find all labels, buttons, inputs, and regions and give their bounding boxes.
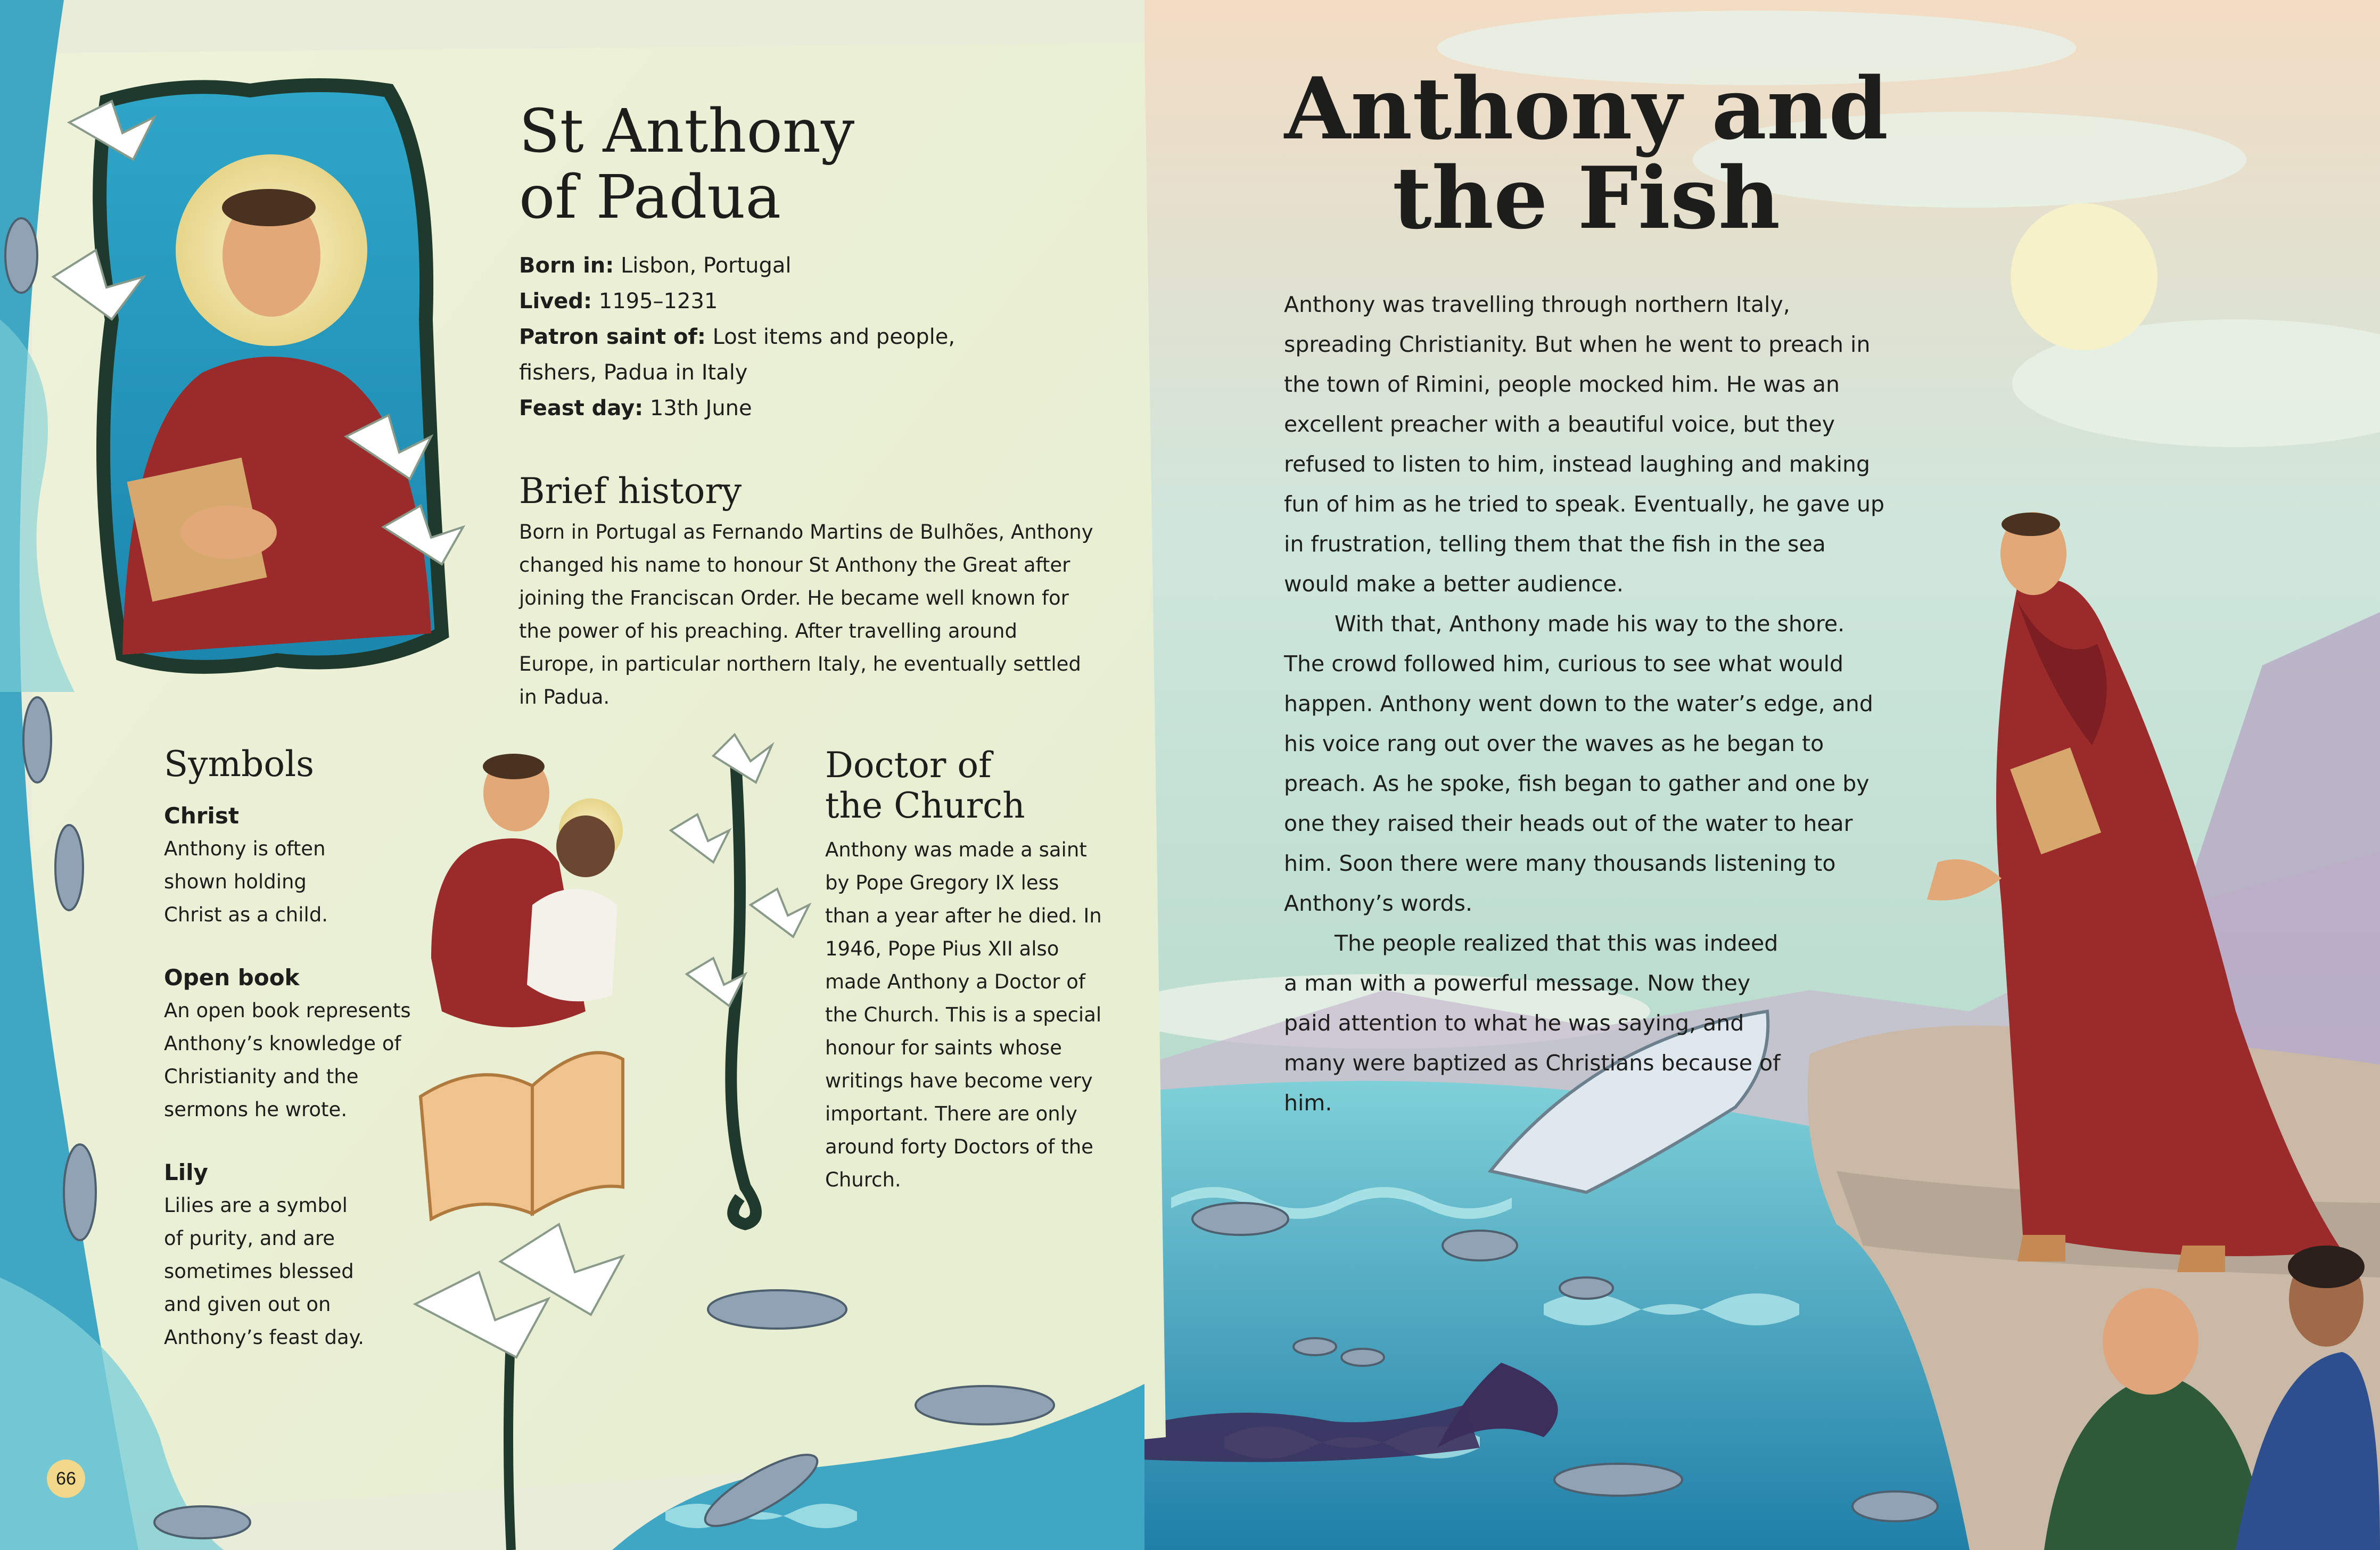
symbol-christ-title: Christ [164,803,239,829]
doctor-heading-line-1: Doctor of [825,745,992,786]
symbol-open-book-title: Open book [164,964,300,991]
left-title-line-2: of Padua [519,163,781,232]
fact-lived: Lived: 1195–1231 [519,289,718,314]
symbol-lily [164,1156,388,1354]
symbol-open-book-text: An open book represents Anthony’s knowledge of Christianity and the sermons he wrote. [164,999,411,1121]
symbols-heading: Symbols [164,744,315,785]
symbol-christ-text: Anthony is often shown holding Christ as a child. [164,837,328,926]
fact-patron: Patron saint of: Lost items and people, [519,325,956,349]
doctor-text: Anthony was made a saint by Pope Gregory IX less than a year after he died. In 1946, Pope Pius XII also made Anthony a Doctor of the Church. This is a special honour for saints whose writings have become very important. There are only around forty Doctors of the Church. [825,838,1102,1191]
story-paragraph-2: With that, Anthony made his way to the shore. The crowd followed him, curious to see what would happen. Anthony went down to the water’s edge, and his voice rang out over the waves as he began to preach. As he spoke, fish began to gather and one by one they raised their heads out of the water to hear him. Soon there were many thousands listening to Anthony’s words. [1284,611,1873,916]
right-title-block [1267,59,1906,248]
portrait-frame [100,85,442,667]
brief-history-heading: Brief history [519,471,742,512]
story-text [1284,285,1885,1123]
symbol-christ [164,799,388,931]
facts-list [519,248,1051,426]
symbols-section [164,744,411,1354]
left-title-line-1: St Anthony [519,97,855,166]
doctor-heading-line-2: the Church [825,785,1025,826]
doctor-section [825,745,1102,1197]
fact-born: Born in: Lisbon, Portugal [519,253,792,278]
story-paragraph-1: Anthony was travelling through northern Italy, spreading Christianity. But when he went to preach in the town of Rimini, people mocked him. He was an excellent preacher with a beautiful voice, but they refused to listen to him, instead laughing and making fun of him as he tried to speak. Eventually, he gave up in frustration, telling them that the fish in the sea would make a better audience. [1284,292,1885,597]
sun [2011,203,2157,350]
story-paragraph-3: The people realized that this was indeed a man with a powerful message. Now they paid attention to what he was saying, and many were baptized as Christians because of him. [1284,930,1781,1116]
symbol-lily-text: Lilies are a symbol of purity, and are sometimes blessed and given out on Anthony’s feast day. [164,1194,365,1349]
brief-history-section [519,471,1094,714]
symbol-lily-title: Lily [164,1159,208,1185]
page-number: 66 [47,1460,85,1498]
brief-history-text: Born in Portugal as Fernando Martins de Bulhões, Anthony changed his name to honour St Anthony the Great after joining the Franciscan Order. He became well known for the power of his preaching. After travelling around Europe, in particular northern Italy, he eventually settled in Padua. [519,521,1093,708]
fact-feast: Feast day: 13th June [519,396,752,421]
right-title-line-2: the Fish [1392,148,1781,248]
fact-patron-cont: fishers, Padua in Italy [519,360,748,385]
left-title-block [519,98,998,230]
symbol-open-book [164,961,411,1126]
right-title-line-1: Anthony and [1284,59,1889,159]
